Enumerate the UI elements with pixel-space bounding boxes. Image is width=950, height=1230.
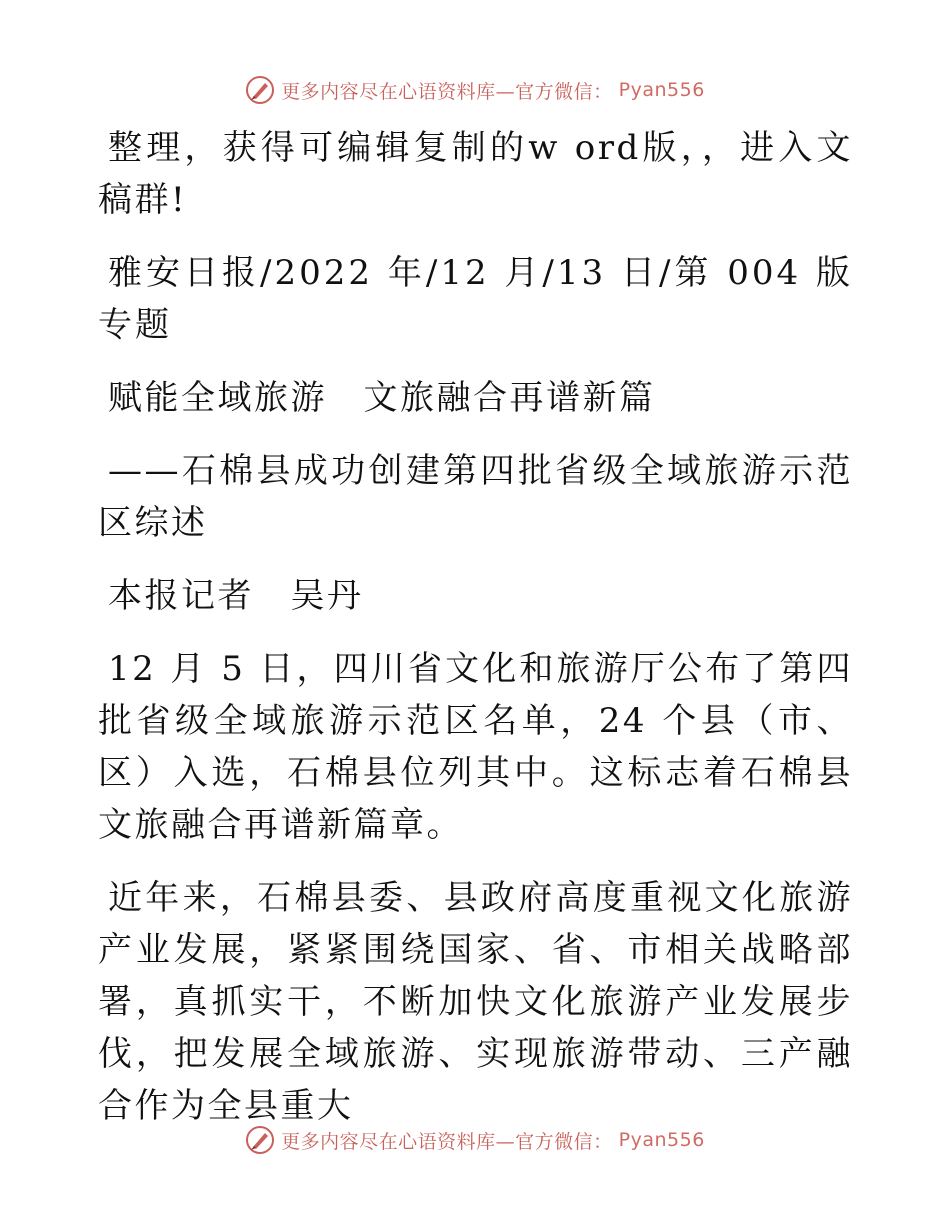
article-title: 赋能全域旅游 文旅融合再谱新篇 (108, 378, 656, 418)
footer-banner (0, 1122, 950, 1158)
document-body (98, 122, 853, 1153)
footer-banner-text: 更多内容尽在心语资料库—官方微信： (281, 1130, 613, 1153)
quill-pen-seal-icon (245, 75, 275, 105)
byline: 本报记者 吴丹 (108, 576, 364, 616)
header-banner-text: 更多内容尽在心语资料库—官方微信： (281, 80, 613, 103)
body-paragraph-1: 12 月 5 日，四川省文化和旅游厅公布了第四批省级全域旅游示范区名单，24 个县（市、区）入选，石棉县位列其中。这标志着石棉县文旅融合再谱新篇章。 (98, 649, 853, 845)
body-paragraph-2: 近年来，石棉县委、县政府高度重视文化旅游产业发展，紧紧围绕国家、省、市相关战略部署，真抓实干，不断加快文化旅游产业发展步伐，把发展全域旅游、实现旅游带动、三产融合作为全县重大 (98, 878, 853, 1126)
intro-paragraph: 整理，获得可编辑复制的w ord版，，进入文稿群! (98, 128, 853, 220)
header-banner-account: Pyan556 (618, 79, 705, 101)
source-line: 雅安日报/2022 年/12 月/13 日/第 004 版专题 (98, 253, 853, 345)
header-banner (0, 72, 950, 108)
article-subtitle: ——石棉县成功创建第四批省级全域旅游示范区综述 (98, 451, 853, 543)
footer-banner-account: Pyan556 (618, 1129, 705, 1151)
quill-pen-seal-icon (245, 1125, 275, 1155)
